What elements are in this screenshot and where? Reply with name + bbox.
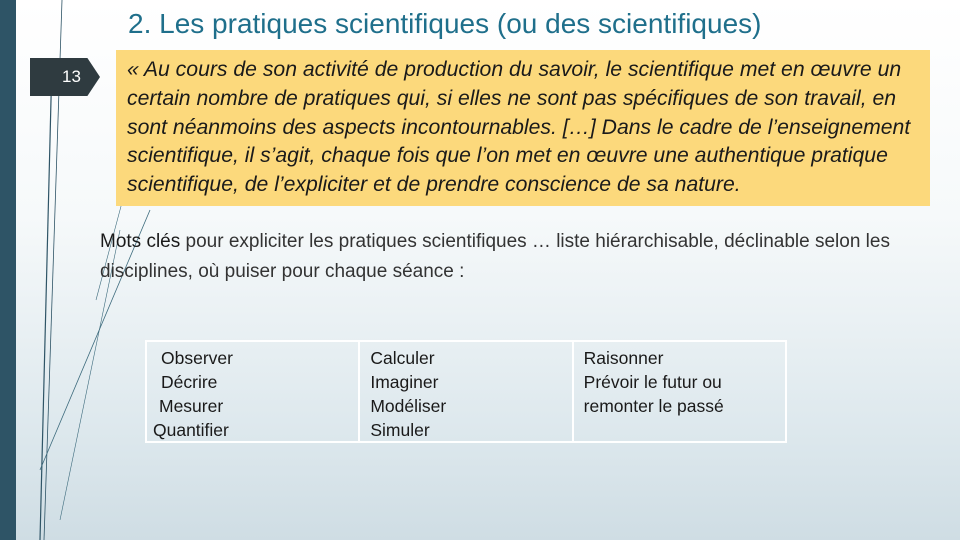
practice-item: Mesurer xyxy=(159,396,224,416)
slide-title: 2. Les pratiques scientifiques (ou des scientifiques) xyxy=(128,8,762,39)
practice-item: Décrire xyxy=(161,372,218,392)
practice-item: Calculer xyxy=(370,348,435,368)
practices-column-2 xyxy=(360,342,573,441)
practice-item: Quantifier xyxy=(153,420,229,440)
practice-item: Prévoir le futur ou xyxy=(583,372,722,392)
keywords-paragraph xyxy=(100,227,930,287)
practice-item: Raisonner xyxy=(583,348,664,368)
slide-number: 13 xyxy=(62,67,81,86)
practice-item: Simuler xyxy=(370,420,430,440)
practice-item: Imaginer xyxy=(370,372,439,392)
quote-text: « Au cours de son activité de production du savoir, le scientifique met en œuvre un certain nombre de pratiques qui, si elles ne sont pas spécifiques de son travail, en sont néanmoins des aspects incontournables. […] Dans le cadre de l’enseignement scientifique, il s’agit, chaque fois que l’on met en œuvre une authentique pratique scientifique, de l’expliciter et de prendre conscience de sa nature. xyxy=(127,58,911,197)
practice-item: remonter le passé xyxy=(583,396,724,416)
keywords-label: Mots clés xyxy=(100,231,181,252)
practice-item: Modéliser xyxy=(370,396,447,416)
practices-column-1 xyxy=(147,342,360,441)
practice-item: Observer xyxy=(161,348,233,368)
practices-table xyxy=(145,340,787,443)
keywords-text: pour expliciter les pratiques scientifiques … liste hiérarchisable, déclinable selon les disciplines, où puiser pour chaque séance : xyxy=(100,231,890,282)
practices-column-3 xyxy=(574,342,787,441)
